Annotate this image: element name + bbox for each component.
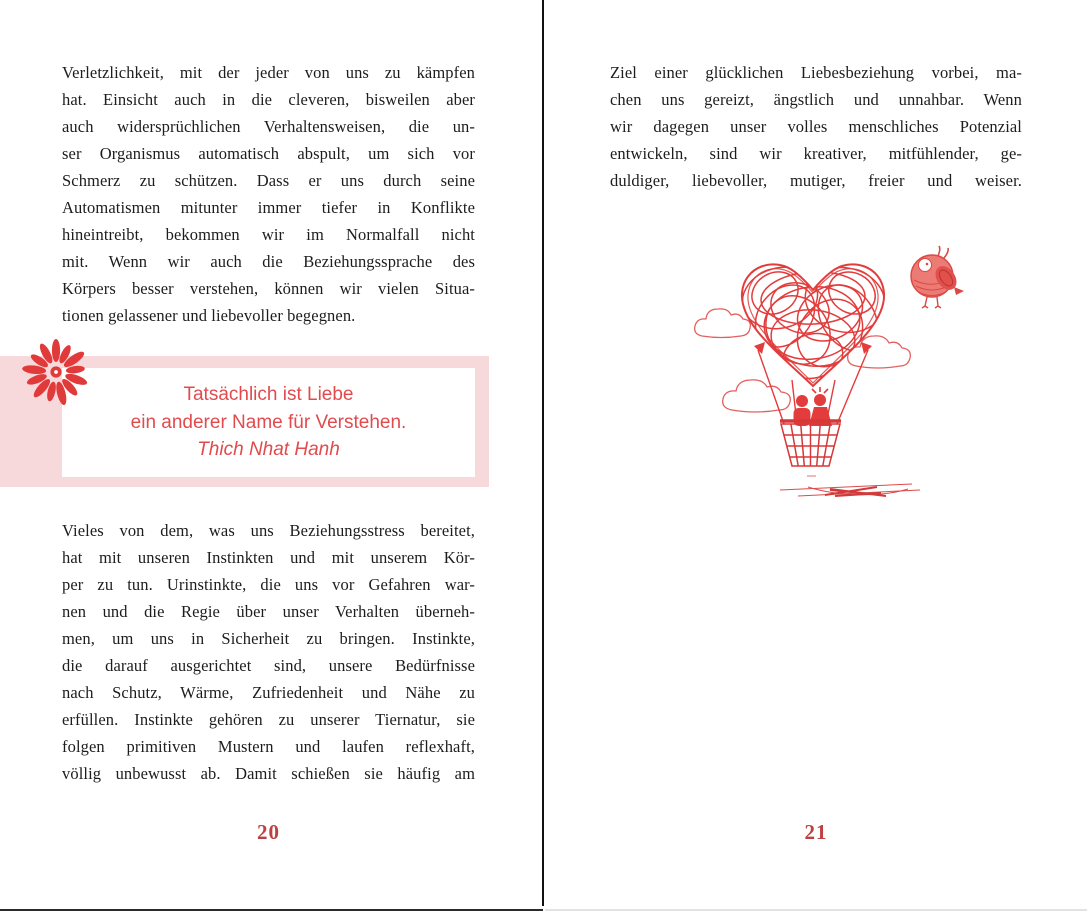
text-line: men, um uns in Sicherheit zu bringen. Instinkte, [62, 629, 475, 648]
text-line: nen und die Regie über unser Verhalten überneh- [62, 602, 475, 621]
text-line: Ziel einer glücklichen Liebesbeziehung vorbei, ma- [610, 63, 1022, 82]
left-paragraph-1 [62, 59, 475, 329]
flower-burst-icon [18, 334, 94, 410]
right-paragraph-1 [610, 59, 1022, 194]
quote-line: Tatsächlich ist Liebe [183, 384, 354, 406]
text-line: Schmerz zu schützen. Dass er uns durch seine [62, 171, 475, 190]
text-line: hat mit unseren Instinkten und mit unserem Kör- [62, 548, 475, 567]
left-paragraph-2 [62, 517, 475, 787]
text-line: Automatismen mitunter immer tiefer in Konflikte [62, 198, 475, 217]
shadow-scribble [780, 484, 920, 496]
page-number-left: 20 [257, 820, 280, 844]
text-line: erfüllen. Instinkte gehören zu unserer Tiernatur, sie [62, 710, 475, 729]
text-line: mit. Wenn wir auch die Beziehungssprache des [62, 252, 475, 271]
bird-icon [911, 246, 964, 308]
text-line: nach Schutz, Wärme, Zufriedenheit und Nähe zu [62, 683, 475, 702]
text-line: folgen primitiven Mustern und laufen reflexhaft, [62, 737, 475, 756]
text-line: Körpers besser verstehen, können wir vielen Situa- [62, 279, 475, 298]
left-page [0, 0, 543, 911]
text-line: hat. Einsicht auch in die cleveren, bisweilen aber [62, 90, 475, 109]
text-line: wir dagegen unser volles menschliches Potenzial [610, 117, 1022, 136]
page-number-right: 21 [804, 820, 828, 844]
text-line: völlig unbewusst ab. Damit schießen sie häufig am [62, 764, 475, 783]
heart-balloon-illustration [680, 238, 980, 514]
quote-line: ein anderer Name für Verstehen. [130, 411, 407, 433]
text-line: die darauf ausgerichtet sind, unsere Bedürfnisse [62, 656, 475, 675]
text-line: tionen gelassener und liebevoller begegnen. [62, 306, 356, 325]
quote-box [62, 368, 475, 477]
balloon-basket [780, 421, 841, 466]
text-line: chen uns gereizt, ängstlich und unnahbar. Wenn [610, 90, 1022, 109]
text-line: duldiger, liebevoller, mutiger, freier und weiser. [610, 171, 1022, 190]
text-line: Verletzlichkeit, mit der jeder von uns zu kämpfen [62, 63, 475, 82]
text-line: hineintreibt, bekommen wir im Normalfall nicht [62, 225, 475, 244]
text-line: ser Organismus automatisch abspult, um sich vor [62, 144, 475, 163]
text-line: auch widersprüchlichen Verhaltensweisen, die un- [62, 117, 475, 136]
quote-attribution: Thich Nhat Hanh [197, 439, 340, 461]
text-line: per zu tun. Urinstinkte, die uns vor Gefahren war- [62, 575, 475, 594]
text-line: entwickeln, sind wir kreativer, mitfühlender, ge- [610, 144, 1022, 163]
page-gutter-divider [542, 0, 544, 906]
text-line: Vieles von dem, was uns Beziehungsstress bereitet, [62, 521, 475, 540]
